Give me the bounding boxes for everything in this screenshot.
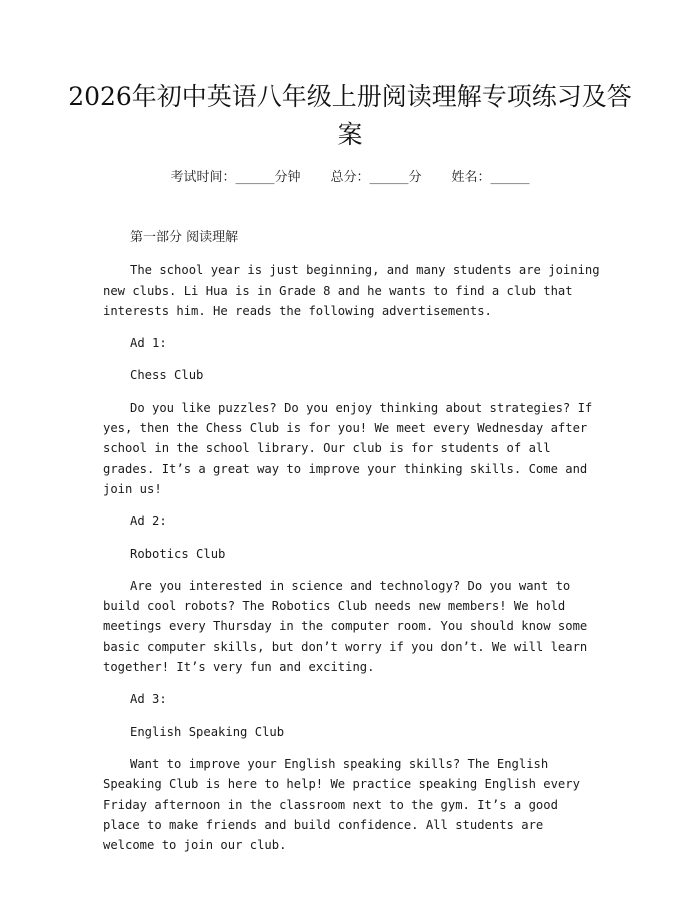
ad-1-club-name: Chess Club (130, 368, 204, 383)
document-title: 2026年初中英语八年级上册阅读理解专项练习及答案 (68, 82, 632, 149)
ad-2-text: Are you interested in science and technology? Do you want to build cool robots? The Robotics Club needs new members! We hold meetings every Thursday in the computer room. You should know some basic computer skills, but don’t worry if you don’t. We will learn together! It’s very fun and exciting. (103, 578, 588, 675)
intro-paragraph: The school year is just beginning, and many students are joining new clubs. Li Hua is in Grade 8 and he wants to find a club that interests him. He reads the following advertisements. (103, 263, 600, 318)
exam-info-bar (0, 168, 700, 188)
ad-2-club-name: Robotics Club (130, 546, 226, 561)
reading-section (103, 228, 600, 855)
ad-3-text: Want to improve your English speaking skills? The English Speaking Club is here to help! We practice speaking English every Friday afternoon in the classroom next to the gym. It’s a good place to make friends and build confidence. All students are welcome to join our club. (103, 756, 580, 853)
ad-2-label: Ad 2: (130, 514, 167, 529)
ad-3-club-name: English Speaking Club (130, 724, 285, 739)
total-score-field: 总分：______分 (330, 170, 422, 185)
ad-1-label: Ad 1: (130, 336, 167, 351)
student-name-field: 姓名：______ (451, 170, 530, 185)
ad-1-text: Do you like puzzles? Do you enjoy thinking about strategies? If yes, then the Chess Club is for you! We meet every Wednesday after school in the school library. Our club is for students of all grades. It’s a great way to improve your thinking skills. Come and join us! (103, 400, 593, 496)
ad-3-label: Ad 3: (130, 692, 167, 707)
exam-time-field: 考试时间：______分钟 (170, 170, 301, 185)
section-heading: 第一部分 阅读理解 (130, 230, 239, 245)
